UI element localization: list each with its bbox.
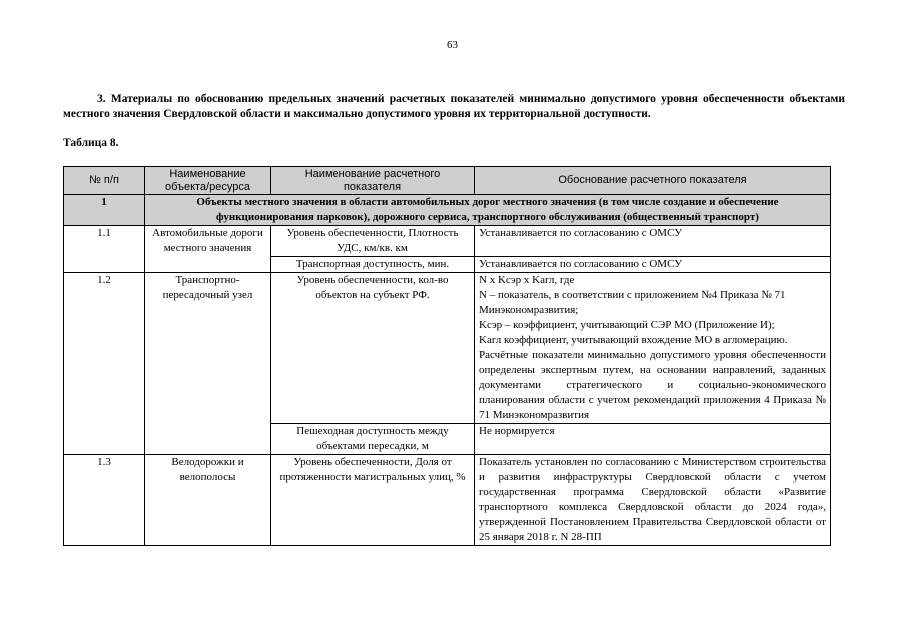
table-row [64,226,831,257]
indicator-name: Уровень обеспеченности, Плотность УДС, км/кв. км [271,226,475,257]
section-heading: 3. Материалы по обоснованию предельных значений расчетных показателей минимально допустимого уровня обеспеченности объектами местного значения Свердловской области и максимально допустимого уровня их территориальной доступности. [63,93,845,120]
row-num: 1.3 [64,455,145,546]
row-num: 1.2 [64,273,145,455]
indicator-basis: Устанавливается по согласованию с ОМСУ [475,257,831,273]
table-row [64,455,831,546]
section-title: Объекты местного значения в области автомобильных дорог местного значения (в том числе создание и обеспечение функционирования парковок), дорожного сервиса, транспортного обслуживания (общественный транспорт) [145,195,831,226]
indicator-basis: Показатель установлен по согласованию с Министерством строительства и развития инфраструктуры Свердловской области с учетом государственная программа Свердловской области «Развитие транспортного комплекса Свердловской области до 2024 года», утвержденной Постановлением Правительства Свердловской области от 25 января 2018 г. N 28-ПП [475,455,831,546]
row-object: Транспортно-пересадочный узел [145,273,271,455]
header-indicator: Наименование расчетного показателя [271,167,475,195]
row-object: Велодорожки и велополосы [145,455,271,546]
indicator-basis [475,273,831,424]
row-num: 1.1 [64,226,145,273]
table-row [64,273,831,424]
basis-line: Kсэр – коэффициент, учитывающий СЭР МО (Приложение И); [479,319,775,331]
header-object: Наименование объекта/ресурса [145,167,271,195]
basis-line: N x Kсэр x Kагл, где [479,274,575,286]
indicator-basis: Не нормируется [475,424,831,455]
section-num: 1 [64,195,145,226]
indicator-name: Уровень обеспеченности, Доля от протяженности магистральных улиц, % [271,455,475,546]
basis-line: Расчётные показатели минимально допустимого уровня обеспеченности определены экспертным путем, на основании направлений, заданных документами стратегического и социально-экономического планирования области с учетом рекомендаций приложения 4 Приказа № 71 Минэкономразвития [479,349,826,421]
indicator-name: Пешеходная доступность между объектами пересадки, м [271,424,475,455]
basis-line: N – показатель, в соответствии с приложением №4 Приказа № 71 Минэкономразвития; [479,289,786,316]
basis-line: Kагл коэффициент, учитывающий вхождение МО в агломерацию. [479,334,788,346]
row-object: Автомобильные дороги местного значения [145,226,271,273]
table-caption: Таблица 8. [63,137,119,149]
indicator-basis: Устанавливается по согласованию с ОМСУ [475,226,831,257]
table-header-row [64,167,831,195]
indicator-name: Транспортная доступность, мин. [271,257,475,273]
section-row [64,195,831,226]
header-num: № п/п [64,167,145,195]
header-basis: Обоснование расчетного показателя [475,167,831,195]
indicators-table [63,166,831,546]
indicator-name: Уровень обеспеченности, кол-во объектов на субъект РФ. [271,273,475,424]
page-number: 63 [447,39,458,51]
